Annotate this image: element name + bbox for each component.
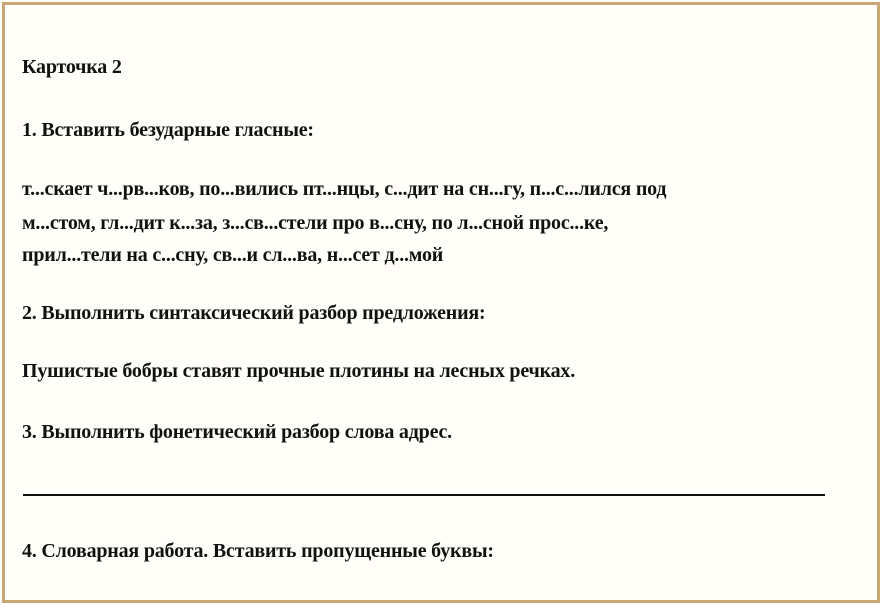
task1-heading: 1. Вставить безударные гласные:	[22, 119, 314, 141]
task1-line-3: прил...тели на с...сну, св...и сл...ва, н...сет д...мой	[22, 244, 444, 266]
task2-sentence: Пушистые бобры ставят прочные плотины на лесных речках.	[22, 360, 576, 382]
answer-line	[23, 494, 825, 496]
task1-line-1: т...скает ч...рв...ков, по...вились пт...нцы, с...дит на сн...гу, п...с...лился под	[22, 178, 667, 200]
task-card	[2, 2, 880, 603]
task1-line-2: м...стом, гл...дит к...за, з...св...стели про в...сну, по л...сной прос...ке,	[22, 212, 609, 234]
task3-heading: 3. Выполнить фонетический разбор слова адрес.	[22, 421, 452, 443]
task2-heading: 2. Выполнить синтаксический разбор предложения:	[22, 302, 486, 324]
card-title: Карточка 2	[22, 56, 122, 78]
task4-heading: 4. Словарная работа. Вставить пропущенные буквы:	[22, 540, 494, 562]
